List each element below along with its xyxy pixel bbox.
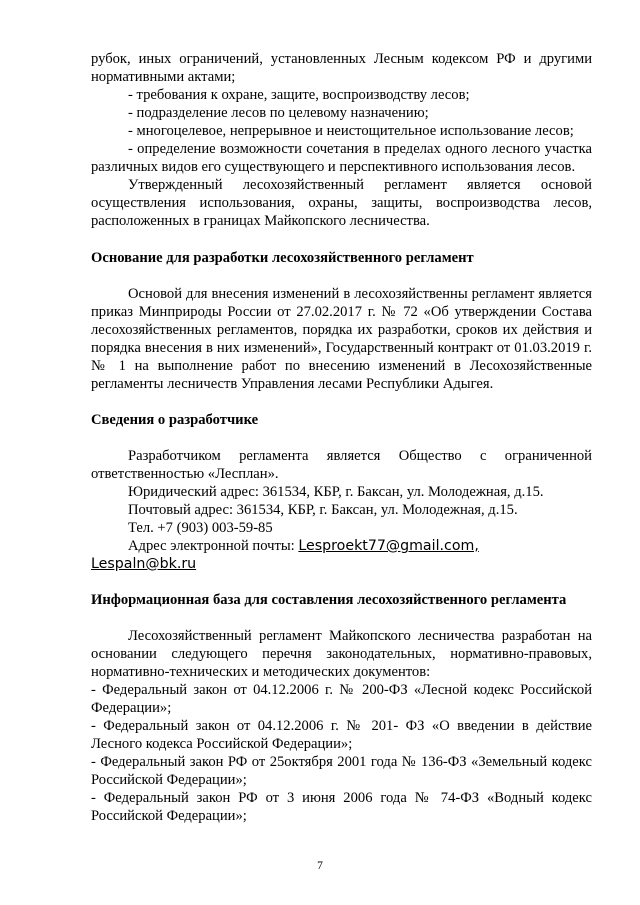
law-item: - Федеральный закон РФ от 25октября 2001 года № 136-ФЗ «Земельный кодекс Российской Федерации»; bbox=[91, 754, 592, 788]
basis-paragraph: Основой для внесения изменений в лесохозяйственны регламент является приказ Минприроды России от 27.02.2017 г. № 72 «Об утверждении Состава лесохозяйственных регламентов, порядка их разработки, сроков их действия и порядка внесения в них изменений», Государственный контракт от 01.03.2019 г. № 1 на выполнение работ по внесению изменений в Лесохозяйственные регламенты лесничеств Управления лесами Республики Адыгея. bbox=[91, 286, 592, 392]
postal-address: Почтовый адрес: 361534, КБР, г. Баксан, ул. Молодежная, д.15. bbox=[128, 502, 518, 518]
legal-address: Юридический адрес: 361534, КБР, г. Баксан, ул. Молодежная, д.15. bbox=[128, 484, 544, 500]
email-link-primary[interactable]: Lesproekt77@gmail.com, bbox=[298, 538, 479, 554]
approved-paragraph: Утвержденный лесохозяйственный регламент является основой осуществления использования, охраны, защиты, воспроизводства лесов, расположенных в границах Майкопского лесничества. bbox=[91, 177, 592, 229]
phone-number: Тел. +7 (903) 003-59-85 bbox=[128, 520, 273, 536]
law-item: - Федеральный закон от 04.12.2006 г. № 200-ФЗ «Лесной кодекс Российской Федерации»; bbox=[91, 682, 592, 716]
intro-line: рубок, иных ограничений, установленных Лесным кодексом РФ и другими нормативными актами; bbox=[91, 51, 592, 85]
law-item: - Федеральный закон РФ от 3 июня 2006 года № 74-ФЗ «Водный кодекс Российской Федерации»; bbox=[91, 790, 592, 824]
email-label: Адрес электронной почты: bbox=[128, 538, 299, 554]
law-item: - Федеральный закон от 04.12.2006 г. № 201- ФЗ «О введении в действие Лесного кодекса Российской Федерации»; bbox=[91, 718, 592, 752]
section-heading-developer: Сведения о разработчике bbox=[91, 412, 259, 428]
email-line bbox=[91, 537, 592, 573]
bullet-item: - подразделение лесов по целевому назначению; bbox=[128, 105, 429, 121]
info-base-intro: Лесохозяйственный регламент Майкопского лесничества разработан на основании следующего перечня законодательных, нормативно-правовых, нормативно-технических и методических документов: bbox=[91, 628, 592, 680]
section-heading-info-base: Информационная база для составления лесохозяйственного регламента bbox=[91, 592, 567, 608]
email-link-secondary[interactable]: Lespaln@bk.ru bbox=[91, 556, 197, 572]
developer-paragraph: Разработчиком регламента является Общество с ограниченной ответственностью «Лесплан». bbox=[91, 448, 592, 482]
bullet-item: - многоцелевое, непрерывное и неистощительное использование лесов; bbox=[128, 123, 574, 139]
section-heading-basis: Основание для разработки лесохозяйственного регламент bbox=[91, 250, 474, 266]
page-number: 7 bbox=[317, 860, 323, 872]
bullet-item: - определение возможности сочетания в пределах одного лесного участка различных видов его существующего и перспективного использования лесов. bbox=[91, 141, 592, 175]
bullet-item: - требования к охране, защите, воспроизводству лесов; bbox=[128, 87, 470, 103]
